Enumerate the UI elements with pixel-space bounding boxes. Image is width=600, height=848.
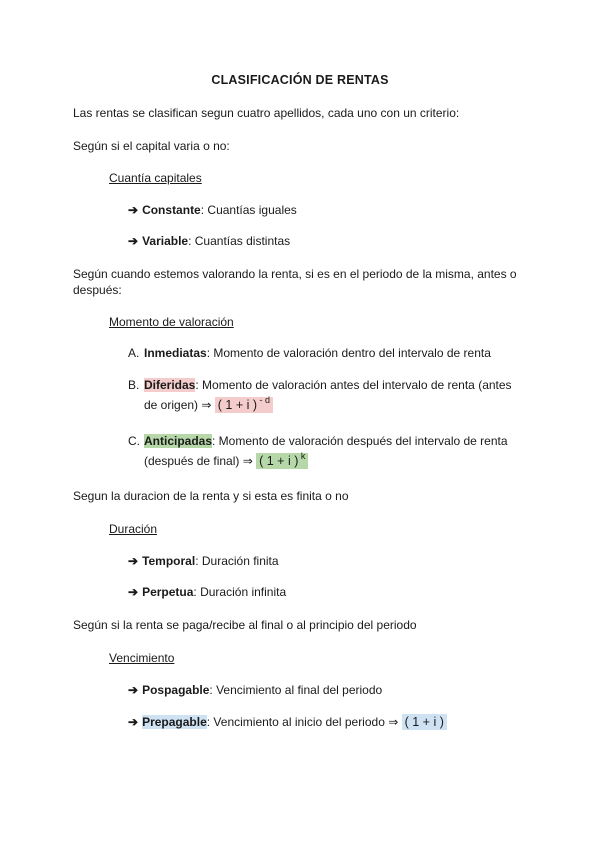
list-item-constante (128, 202, 297, 218)
arrow-icon: ➔ (128, 203, 139, 217)
arrow-icon: ➔ (128, 585, 139, 599)
desc-diferidas-line2: de origen) ⇒ (144, 398, 215, 412)
formula-base: ( 1 + i ) (217, 398, 258, 412)
criterion-duracion: Segun la duracion de la renta y si esta es finita o no (73, 489, 349, 503)
term-temporal: Temporal (142, 554, 196, 568)
desc-pospagable: : Vencimiento al final del periodo (209, 683, 383, 697)
list-marker: C. (128, 434, 140, 448)
term-variable: Variable (142, 234, 189, 248)
document-title: CLASIFICACIÓN DE RENTAS (211, 73, 389, 87)
formula-diferidas (215, 397, 273, 413)
desc-diferidas-line1: : Momento de valoración antes del intervalo de renta (antes (195, 378, 512, 392)
anticipadas-line2 (144, 453, 308, 469)
desc-constante: : Cuantías iguales (200, 203, 297, 217)
term-perpetua: Perpetua (142, 585, 194, 599)
formula-prepagable: ( 1 + i ) (402, 714, 447, 730)
criterion-valoracion-line2: después: (73, 283, 122, 297)
criterion-capital: Según si el capital varia o no: (73, 139, 230, 153)
desc-inmediatas: : Momento de valoración dentro del intervalo de renta (206, 346, 491, 360)
heading-vencimiento: Vencimiento (109, 651, 175, 665)
heading-cuantia: Cuantía capitales (109, 171, 202, 185)
list-item-anticipadas (128, 433, 508, 449)
term-constante: Constante (142, 203, 201, 217)
desc-temporal: : Duración finita (195, 554, 279, 568)
criterion-vencimiento: Según si la renta se paga/recibe al final o al principio del periodo (73, 618, 417, 632)
desc-anticipadas-line2: (después de final) ⇒ (144, 454, 257, 468)
list-item-variable (128, 233, 290, 249)
arrow-icon: ➔ (128, 683, 139, 697)
list-item-pospagable (128, 682, 382, 698)
term-diferidas: Diferidas (144, 378, 196, 392)
desc-perpetua: : Duración infinita (193, 585, 287, 599)
diferidas-line2 (144, 397, 273, 413)
term-anticipadas: Anticipadas (144, 434, 213, 448)
desc-variable: : Cuantías distintas (188, 234, 291, 248)
formula-exponent: - d (257, 395, 271, 405)
list-marker: B. (128, 378, 140, 392)
intro-paragraph: Las rentas se clasifican segun cuatro apellidos, cada uno con un criterio: (73, 106, 460, 120)
arrow-icon: ➔ (128, 234, 139, 248)
desc-prepagable: : Vencimiento al inicio del periodo ⇒ (206, 715, 402, 729)
list-item-prepagable (128, 714, 447, 730)
formula-base: ( 1 + i ) (259, 454, 299, 468)
heading-momento: Momento de valoración (109, 315, 234, 329)
list-marker: A. (128, 346, 140, 360)
formula-anticipadas (256, 453, 308, 469)
formula-exponent: k (298, 451, 306, 461)
desc-anticipadas-line1: : Momento de valoración después del intervalo de renta (212, 434, 508, 448)
term-pospagable: Pospagable (142, 683, 210, 697)
list-item-diferidas (128, 377, 512, 393)
criterion-valoracion-line1: Según cuando estemos valorando la renta, si es en el periodo de la misma, antes o (73, 267, 517, 281)
list-item-perpetua (128, 584, 286, 600)
heading-duracion: Duración (109, 522, 158, 536)
list-item-temporal (128, 553, 279, 569)
arrow-icon: ➔ (128, 715, 139, 729)
term-inmediatas: Inmediatas (144, 346, 207, 360)
arrow-icon: ➔ (128, 554, 139, 568)
list-item-inmediatas (128, 345, 491, 361)
term-prepagable: Prepagable (142, 715, 207, 729)
